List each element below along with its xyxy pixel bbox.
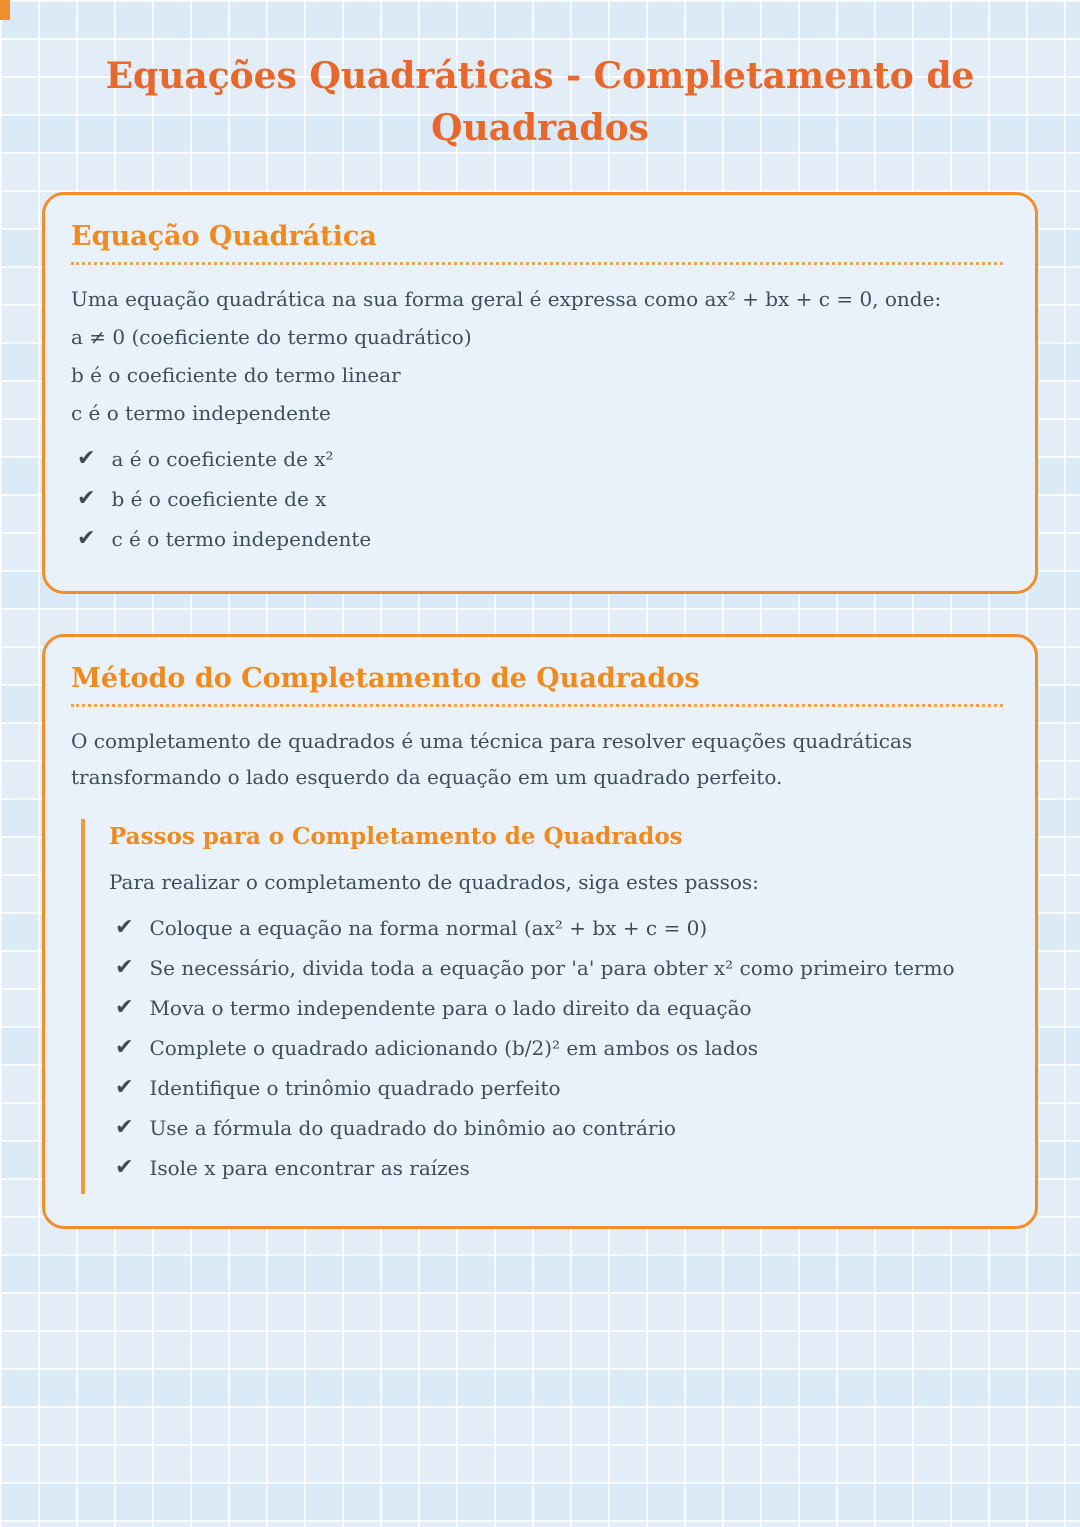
checklist-item-text: Isole x para encontrar as raízes bbox=[149, 1156, 470, 1181]
checklist-item bbox=[109, 1068, 1003, 1108]
check-icon: ✔ bbox=[115, 915, 134, 941]
checklist-item-text: Coloque a equação na forma normal (ax² + bx + c = 0) bbox=[149, 916, 708, 941]
corner-accent bbox=[0, 0, 10, 20]
paragraph: b é o coeficiente do termo linear bbox=[71, 363, 401, 388]
checklist-item bbox=[109, 948, 1003, 988]
checklist-item-text: Identifique o trinômio quadrado perfeito bbox=[149, 1076, 561, 1101]
checklist-item bbox=[109, 988, 1003, 1028]
check-icon: ✔ bbox=[77, 446, 96, 472]
check-icon: ✔ bbox=[115, 1075, 134, 1101]
checklist bbox=[109, 908, 1003, 1188]
card-equacao-quadratica bbox=[42, 192, 1038, 594]
subsection-heading: Passos para o Completamento de Quadrados bbox=[109, 823, 683, 851]
card-heading: Método do Completamento de Quadrados bbox=[71, 663, 1003, 707]
checklist-item bbox=[109, 908, 1003, 948]
paragraph: Para realizar o completamento de quadrados, siga estes passos: bbox=[109, 870, 759, 895]
check-icon: ✔ bbox=[115, 995, 134, 1021]
subsection-passos bbox=[81, 819, 1003, 1194]
paragraph: c é o termo independente bbox=[71, 401, 331, 426]
checklist-item bbox=[109, 1148, 1003, 1188]
checklist bbox=[71, 439, 1003, 559]
checklist-item bbox=[71, 519, 1003, 559]
checklist-item-text: c é o termo independente bbox=[111, 527, 372, 552]
checklist-item-text: Mova o termo independente para o lado direito da equação bbox=[149, 996, 752, 1021]
checklist-item bbox=[71, 439, 1003, 479]
check-icon: ✔ bbox=[115, 955, 134, 981]
card-metodo-completamento bbox=[42, 634, 1038, 1229]
checklist-item-text: a é o coeficiente de x² bbox=[111, 447, 334, 472]
check-icon: ✔ bbox=[77, 486, 96, 512]
check-icon: ✔ bbox=[115, 1035, 134, 1061]
checklist-item-text: Se necessário, divida toda a equação por 'a' para obter x² como primeiro termo bbox=[149, 956, 955, 981]
checklist-item-text: Complete o quadrado adicionando (b/2)² em ambos os lados bbox=[149, 1036, 759, 1061]
checklist-item bbox=[71, 479, 1003, 519]
check-icon: ✔ bbox=[77, 526, 96, 552]
checklist-item bbox=[109, 1028, 1003, 1068]
paragraph: O completamento de quadrados é uma técnica para resolver equações quadráticas transformando o lado esquerdo da equação em um quadrado perfeito. bbox=[71, 729, 913, 790]
page-title: Equações Quadráticas - Completamento de Quadrados bbox=[105, 55, 975, 150]
checklist-item-text: Use a fórmula do quadrado do binômio ao contrário bbox=[149, 1116, 676, 1141]
check-icon: ✔ bbox=[115, 1155, 134, 1181]
checklist-item-text: b é o coeficiente de x bbox=[111, 487, 327, 512]
check-icon: ✔ bbox=[115, 1115, 134, 1141]
card-heading: Equação Quadrática bbox=[71, 221, 1003, 265]
paragraph: Uma equação quadrática na sua forma geral é expressa como ax² + bx + c = 0, onde: bbox=[71, 287, 942, 312]
checklist-item bbox=[109, 1108, 1003, 1148]
paragraph: a ≠ 0 (coeficiente do termo quadrático) bbox=[71, 325, 472, 350]
